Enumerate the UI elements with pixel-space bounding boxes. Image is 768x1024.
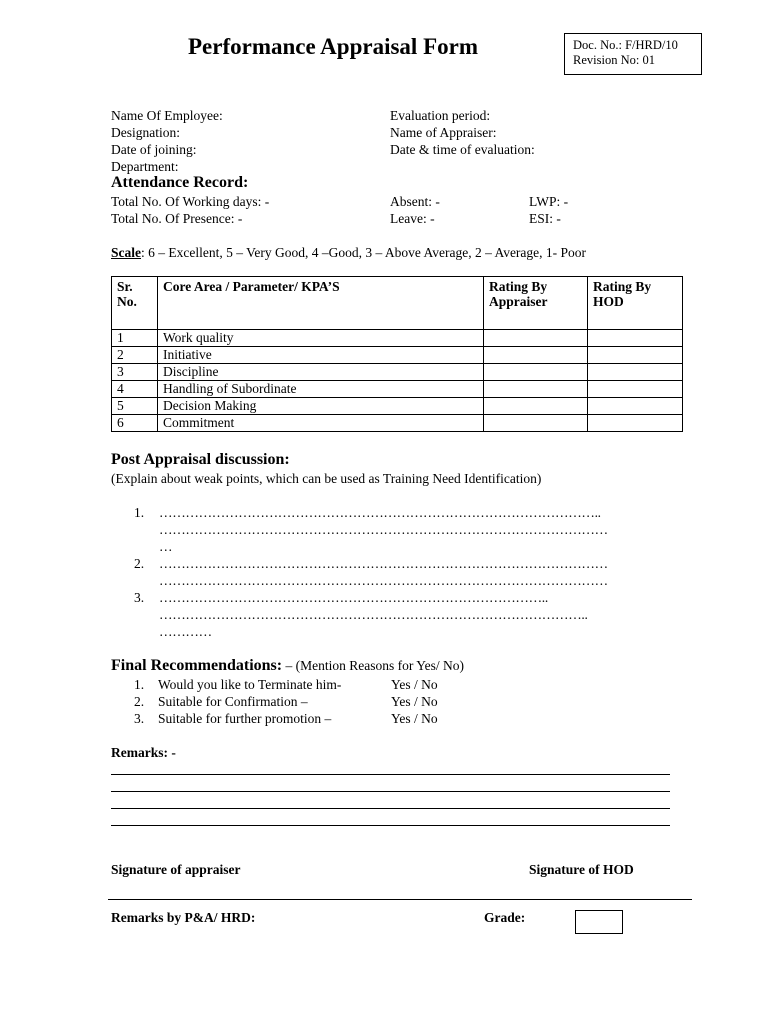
page-title: Performance Appraisal Form [188,34,478,59]
appraiser-rating-cell[interactable] [484,398,588,415]
header-rating-appraiser: Rating By Appraiser [484,277,588,330]
discussion-number: 3. [134,590,145,605]
discussion-item-1[interactable]: ……………………………………………………………………………………….. ………………………………………………………………………………………… … [159,505,608,554]
scale-label: Scale [111,245,141,260]
hod-rating-cell[interactable] [588,398,683,415]
header-core-area: Core Area / Parameter/ KPA’S [158,277,484,330]
appraiser-rating-cell[interactable] [484,347,588,364]
row-number: 5 [112,398,158,415]
post-appraisal-heading: Post Appraisal discussion: [111,451,290,468]
table-row [112,415,683,432]
department-label: Department: [111,159,179,174]
employee-details-right [390,107,535,158]
hod-rating-cell[interactable] [588,415,683,432]
header-rating-hod: Rating By HOD [588,277,683,330]
yes-no-choice[interactable]: Yes / No [391,694,438,709]
row-area: Decision Making [158,398,484,415]
absent-label: Absent: - [390,194,440,209]
row-number: 2 [112,347,158,364]
appraiser-name-label: Name of Appraiser: [390,125,497,140]
post-appraisal-note: (Explain about weak points, which can be used as Training Need Identification) [111,471,542,486]
grade-label: Grade: [484,910,526,925]
appraiser-rating-cell[interactable] [484,330,588,347]
doc-number: Doc. No.: F/HRD/10 [573,38,678,52]
document-info-box [564,33,702,75]
header-sr-no: Sr. No. [112,277,158,330]
appraiser-rating-cell[interactable] [484,415,588,432]
row-number: 1 [112,330,158,347]
discussion-number: 2. [134,556,145,571]
recommendation-item: 1. Would you like to Terminate him- [134,677,342,692]
table-row [112,347,683,364]
row-area: Commitment [158,415,484,432]
evaluation-period-label: Evaluation period: [390,108,491,123]
appraiser-rating-cell[interactable] [484,381,588,398]
presence-label: Total No. Of Presence: - [111,211,243,226]
hod-rating-cell[interactable] [588,330,683,347]
employee-name-label: Name Of Employee: [111,108,223,123]
row-area: Work quality [158,330,484,347]
kpa-rating-table [111,276,683,432]
remarks-line[interactable] [111,791,670,792]
recommendation-item: 2. Suitable for Confirmation – [134,694,308,709]
row-area: Discipline [158,364,484,381]
appraiser-signature-label: Signature of appraiser [111,862,241,877]
recommendations-subtext: – (Mention Reasons for Yes/ No) [282,658,464,673]
working-days-label: Total No. Of Working days: - [111,194,270,209]
final-recommendations-heading: Final Recommendations: – (Mention Reasons for Yes/ No) [111,657,464,674]
scale-text: : 6 – Excellent, 5 – Very Good, 4 –Good, 3 – Above Average, 2 – Average, 1- Poor [141,245,587,260]
table-header-row [112,277,683,330]
discussion-number: 1. [134,505,145,520]
row-number: 4 [112,381,158,398]
remarks-label: Remarks: - [111,745,176,760]
employee-details-left [111,107,223,175]
row-number: 6 [112,415,158,432]
hrd-remarks-label: Remarks by P&A/ HRD: [111,910,256,925]
joining-date-label: Date of joining: [111,142,197,157]
row-number: 3 [112,364,158,381]
discussion-item-3[interactable]: …………………………………………………………………………….. …………………………………………………………………………………….. ………… [159,590,588,639]
hod-rating-cell[interactable] [588,364,683,381]
hod-rating-cell[interactable] [588,347,683,364]
remarks-line[interactable] [111,808,670,809]
row-area: Initiative [158,347,484,364]
rating-scale [111,244,586,261]
remarks-line[interactable] [111,774,670,775]
lwp-label: LWP: - [529,194,569,209]
leave-label: Leave: - [390,211,435,226]
hod-signature-label: Signature of HOD [529,862,634,877]
yes-no-choice[interactable]: Yes / No [391,711,438,726]
hod-rating-cell[interactable] [588,381,683,398]
yes-no-choice[interactable]: Yes / No [391,677,438,692]
footer-divider [108,899,692,900]
table-row [112,398,683,415]
attendance-heading: Attendance Record: [111,174,249,191]
appraiser-rating-cell[interactable] [484,364,588,381]
evaluation-datetime-label: Date & time of evaluation: [390,142,535,157]
revision-number: Revision No: 01 [573,53,655,67]
table-row [112,364,683,381]
grade-input-box[interactable] [575,910,623,934]
table-row [112,381,683,398]
row-area: Handling of Subordinate [158,381,484,398]
remarks-line[interactable] [111,825,670,826]
esi-label: ESI: - [529,211,561,226]
discussion-item-2[interactable]: ………………………………………………………………………………………… ………………………………………………………………………………………… [159,556,608,588]
designation-label: Designation: [111,125,180,140]
table-row [112,330,683,347]
recommendation-item: 3. Suitable for further promotion – [134,711,332,726]
